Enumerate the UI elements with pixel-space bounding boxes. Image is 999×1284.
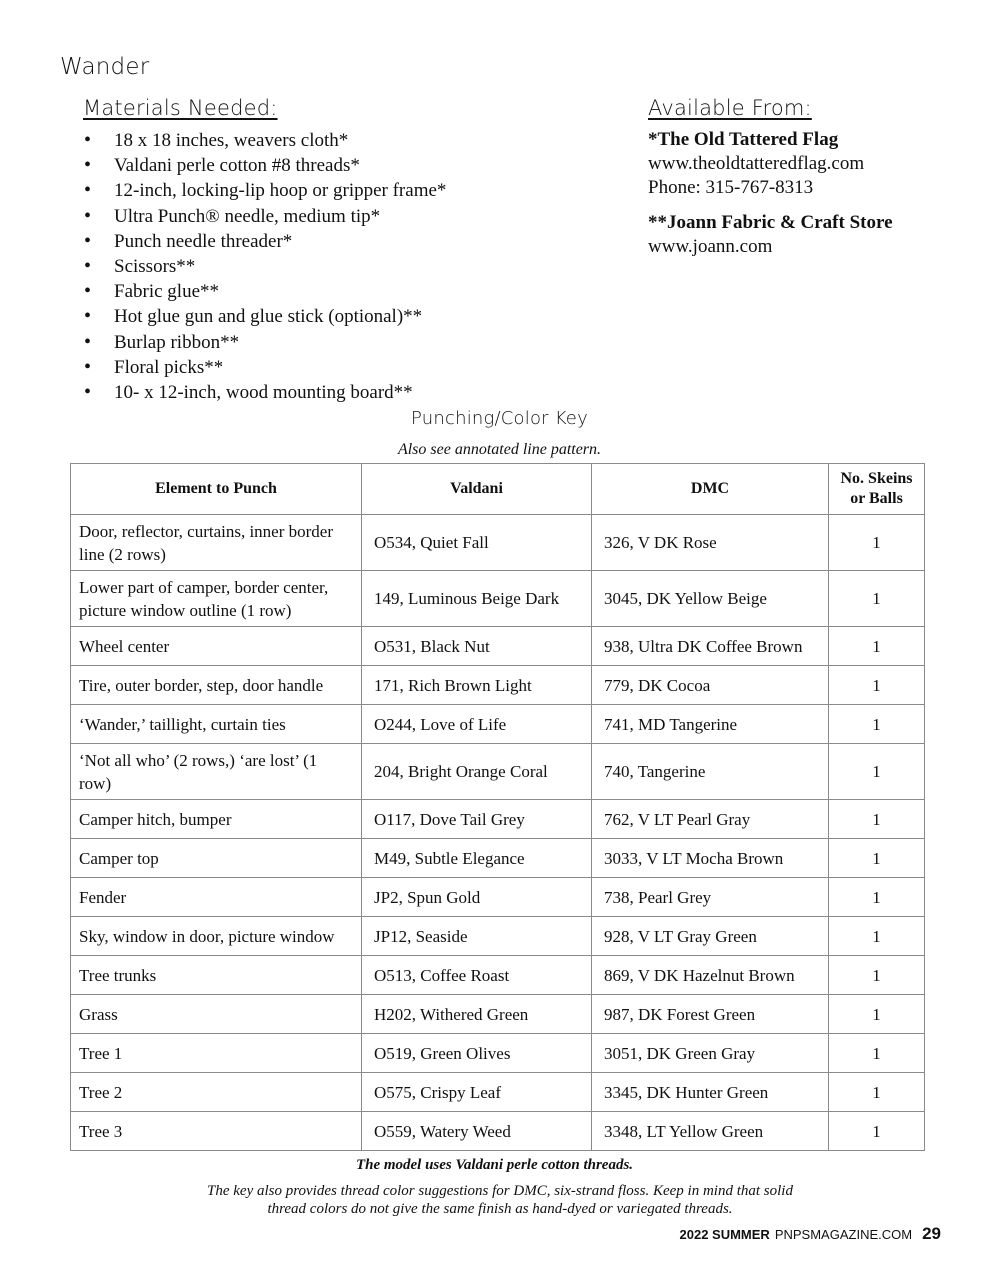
valdani-cell: 204, Bright Orange Coral (362, 744, 592, 800)
valdani-cell: O244, Love of Life (362, 705, 592, 744)
table-row (71, 839, 925, 878)
skeins-cell: 1 (829, 878, 925, 917)
skeins-cell: 1 (829, 1073, 925, 1112)
material-item: • Ultra Punch® needle, medium tip* (84, 204, 604, 229)
footer-issue: 2022 SUMMER (679, 1227, 770, 1242)
valdani-cell: O513, Coffee Roast (362, 956, 592, 995)
source-website[interactable]: www.theoldtatteredflag.com (648, 153, 865, 174)
element-cell: Tree 3 (71, 1112, 362, 1151)
valdani-cell: JP12, Seaside (362, 917, 592, 956)
column-header: Element to Punch (71, 464, 362, 515)
element-cell: ‘Wander,’ taillight, curtain ties (71, 705, 362, 744)
element-cell: Camper top (71, 839, 362, 878)
table-row (71, 744, 925, 800)
skeins-cell: 1 (829, 1034, 925, 1073)
skeins-cell: 1 (829, 917, 925, 956)
valdani-cell: O519, Green Olives (362, 1034, 592, 1073)
source-phone: Phone: 315-767-8313 (648, 177, 814, 198)
element-cell: Camper hitch, bumper (71, 800, 362, 839)
material-item: • 18 x 18 inches, weavers cloth* (84, 128, 604, 153)
column-header: DMC (592, 464, 829, 515)
dmc-cell: 738, Pearl Grey (592, 878, 829, 917)
table-row (71, 800, 925, 839)
materials-list (84, 128, 604, 405)
element-cell: Lower part of camper, border center, picture window outline (1 row) (71, 571, 362, 627)
table-header-row (71, 464, 925, 515)
key-subtitle: Also see annotated line pattern. (397, 441, 602, 458)
material-item: • Floral picks** (84, 355, 604, 380)
dmc-cell: 987, DK Forest Green (592, 995, 829, 1034)
table-row (71, 571, 925, 627)
skeins-cell: 1 (829, 515, 925, 571)
valdani-cell: 171, Rich Brown Light (362, 666, 592, 705)
element-cell: Tire, outer border, step, door handle (71, 666, 362, 705)
element-cell: Grass (71, 995, 362, 1034)
valdani-cell: O534, Quiet Fall (362, 515, 592, 571)
dmc-cell: 779, DK Cocoa (592, 666, 829, 705)
source-joann (648, 211, 893, 259)
skeins-cell: 1 (829, 627, 925, 666)
table-row (71, 666, 925, 705)
page-footer (680, 1224, 941, 1244)
footer-site: PNPSMAGAZINE.COM (774, 1227, 913, 1242)
valdani-cell: M49, Subtle Elegance (362, 839, 592, 878)
valdani-cell: O559, Watery Weed (362, 1112, 592, 1151)
dmc-note: The key also provides thread color suggestions for DMC, six-strand floss. Keep in mind that solid thread colors do not give the same finish as hand-dyed or variegated threads. (207, 1183, 793, 1217)
element-cell: Tree 1 (71, 1034, 362, 1073)
skeins-cell: 1 (829, 744, 925, 800)
skeins-cell: 1 (829, 800, 925, 839)
model-note: The model uses Valdani perle cotton threads. (355, 1157, 634, 1173)
page-number: 29 (922, 1224, 941, 1243)
key-heading: Punching/Color Key (411, 408, 588, 429)
skeins-cell: 1 (829, 705, 925, 744)
element-cell: Door, reflector, curtains, inner border line (2 rows) (71, 515, 362, 571)
material-item: • Burlap ribbon** (84, 330, 604, 355)
table-body (71, 515, 925, 1151)
source-name: *The Old Tattered Flag (648, 129, 839, 150)
table-row (71, 1034, 925, 1073)
skeins-cell: 1 (829, 571, 925, 627)
element-cell: Sky, window in door, picture window (71, 917, 362, 956)
element-cell: Wheel center (71, 627, 362, 666)
element-cell: ‘Not all who’ (2 rows,) ‘are lost’ (1 row) (71, 744, 362, 800)
valdani-cell: O575, Crispy Leaf (362, 1073, 592, 1112)
table-row (71, 878, 925, 917)
column-header: Valdani (362, 464, 592, 515)
material-item: • 10- x 12-inch, wood mounting board** (84, 380, 604, 405)
dmc-cell: 3345, DK Hunter Green (592, 1073, 829, 1112)
skeins-cell: 1 (829, 839, 925, 878)
skeins-cell: 1 (829, 666, 925, 705)
table-row (71, 956, 925, 995)
dmc-cell: 938, Ultra DK Coffee Brown (592, 627, 829, 666)
source-old-tattered-flag (648, 128, 864, 200)
valdani-cell: O117, Dove Tail Grey (362, 800, 592, 839)
element-cell: Fender (71, 878, 362, 917)
valdani-cell: O531, Black Nut (362, 627, 592, 666)
material-item: • Scissors** (84, 254, 604, 279)
material-item: • Punch needle threader* (84, 229, 604, 254)
valdani-cell: JP2, Spun Gold (362, 878, 592, 917)
table-row (71, 627, 925, 666)
available-heading: Available From: (648, 96, 812, 120)
element-cell: Tree 2 (71, 1073, 362, 1112)
table-row (71, 995, 925, 1034)
dmc-cell: 740, Tangerine (592, 744, 829, 800)
skeins-cell: 1 (829, 1112, 925, 1151)
dmc-cell: 928, V LT Gray Green (592, 917, 829, 956)
element-cell: Tree trunks (71, 956, 362, 995)
dmc-cell: 3033, V LT Mocha Brown (592, 839, 829, 878)
dmc-cell: 3348, LT Yellow Green (592, 1112, 829, 1151)
materials-heading: Materials Needed: (83, 96, 278, 120)
dmc-cell: 3051, DK Green Gray (592, 1034, 829, 1073)
column-header: No. Skeins or Balls (829, 464, 925, 515)
material-item: • Hot glue gun and glue stick (optional)** (84, 304, 604, 329)
dmc-cell: 762, V LT Pearl Gray (592, 800, 829, 839)
material-item: • 12-inch, locking-lip hoop or gripper frame* (84, 178, 604, 203)
skeins-cell: 1 (829, 956, 925, 995)
dmc-cell: 869, V DK Hazelnut Brown (592, 956, 829, 995)
material-item: • Valdani perle cotton #8 threads* (84, 153, 604, 178)
table-row (71, 515, 925, 571)
valdani-cell: 149, Luminous Beige Dark (362, 571, 592, 627)
source-name: **Joann Fabric & Craft Store (648, 212, 893, 233)
page-title: Wander (60, 54, 150, 80)
valdani-cell: H202, Withered Green (362, 995, 592, 1034)
dmc-cell: 326, V DK Rose (592, 515, 829, 571)
table-row (71, 705, 925, 744)
table-row (71, 1112, 925, 1151)
color-key-table (70, 463, 925, 1151)
material-item: • Fabric glue** (84, 279, 604, 304)
dmc-cell: 3045, DK Yellow Beige (592, 571, 829, 627)
source-website[interactable]: www.joann.com (648, 236, 773, 257)
skeins-cell: 1 (829, 995, 925, 1034)
table-row (71, 917, 925, 956)
table-row (71, 1073, 925, 1112)
dmc-cell: 741, MD Tangerine (592, 705, 829, 744)
